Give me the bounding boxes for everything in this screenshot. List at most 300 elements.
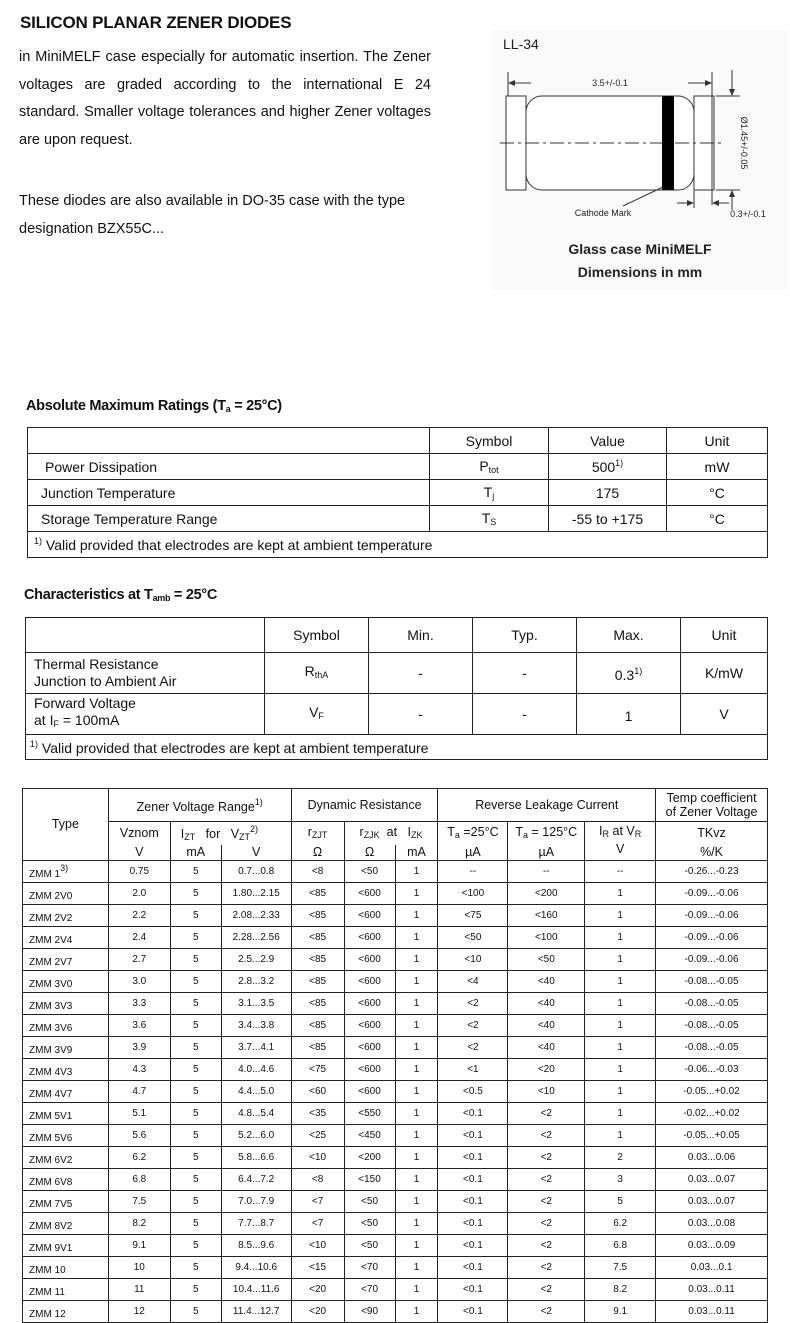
diagram-caption-units: Dimensions in mm <box>577 264 703 280</box>
ir25-cell: <75 <box>438 905 508 927</box>
ir25-cell: <0.1 <box>438 1235 508 1257</box>
table-header-row <box>26 618 768 653</box>
rzjt-cell: <7 <box>291 1213 344 1235</box>
izt-cell: 5 <box>170 993 221 1015</box>
ir125-cell: <2 <box>508 1301 585 1323</box>
max: 0.3$^{1)}$ <box>577 653 681 694</box>
vzt-cell: 1.80...2.15 <box>221 883 291 905</box>
footnote: $^{1)}$ Valid provided that electrodes are kept at ambient temperature <box>26 735 768 760</box>
type-cell: ZMM 3V0 <box>23 971 109 993</box>
table-footnote-row <box>28 532 768 558</box>
vzt-cell: 2.8...3.2 <box>221 971 291 993</box>
type-cell: ZMM 7V5 <box>23 1191 109 1213</box>
table-row <box>23 971 768 993</box>
rzjt-cell: <7 <box>291 1191 344 1213</box>
rzjt-cell: <85 <box>291 949 344 971</box>
table-row <box>23 1235 768 1257</box>
izk-cell: 1 <box>395 971 438 993</box>
vr-cell: 1 <box>585 1059 656 1081</box>
rzjk-cell: <70 <box>344 1279 395 1301</box>
ir25-cell: -- <box>438 861 508 883</box>
rzjk-cell: <90 <box>344 1301 395 1323</box>
ir125-cell: <2 <box>508 1279 585 1301</box>
vr-cell: 1 <box>585 1015 656 1037</box>
izt-cell: 5 <box>170 1015 221 1037</box>
type-cell: ZMM 1$^{3)}$ <box>23 861 109 883</box>
tk-cell: 0.03...0.09 <box>656 1235 768 1257</box>
rzjt-cell: <85 <box>291 993 344 1015</box>
vznom-cell: 5.1 <box>108 1103 170 1125</box>
rzjk-cell: <600 <box>344 1081 395 1103</box>
col-header-rzjt: $r_{ZJT}$ <box>291 822 344 846</box>
izt-cell: 5 <box>170 1037 221 1059</box>
characteristics-table <box>25 617 768 760</box>
ir125-cell: <20 <box>508 1059 585 1081</box>
table-row <box>28 454 768 480</box>
tk-cell: -0.05...+0.05 <box>656 1125 768 1147</box>
rzjt-cell: <10 <box>291 1147 344 1169</box>
table-header-row-2 <box>23 822 768 846</box>
vznom-cell: 2.7 <box>108 949 170 971</box>
table-row <box>23 1015 768 1037</box>
table-row <box>23 1257 768 1279</box>
tk-cell: -0.02...+0.02 <box>656 1103 768 1125</box>
unit-rzjk: Ω <box>344 845 395 861</box>
ir25-cell: <4 <box>438 971 508 993</box>
zener-table-body <box>23 861 768 1323</box>
tk-cell: -0.26...-0.23 <box>656 861 768 883</box>
vr-cell: 1 <box>585 1081 656 1103</box>
izk-cell: 1 <box>395 1279 438 1301</box>
tk-cell: 0.03...0.07 <box>656 1169 768 1191</box>
col-header-dynamic-resistance: Dynamic Resistance <box>291 789 438 822</box>
symbol: $V_F$ <box>265 694 369 735</box>
tk-cell: 0.03...0.07 <box>656 1191 768 1213</box>
ir125-cell: <2 <box>508 1235 585 1257</box>
symbol: $R_{thA}$ <box>265 653 369 694</box>
abs-max-ratings-title: Absolute Maximum Ratings $(T_a = 25^\circ C)$ <box>26 398 282 414</box>
vr-cell: 1 <box>585 905 656 927</box>
ir125-cell: -- <box>508 861 585 883</box>
vr-cell: 1 <box>585 1103 656 1125</box>
rzjt-cell: <15 <box>291 1257 344 1279</box>
vzt-cell: 7.7...8.7 <box>221 1213 291 1235</box>
ir125-cell: <2 <box>508 1147 585 1169</box>
vzt-cell: 0.7...0.8 <box>221 861 291 883</box>
cathode-band <box>662 96 674 190</box>
unit-vznom: V <box>108 845 170 861</box>
ir125-cell: <40 <box>508 1015 585 1037</box>
rzjk-cell: <600 <box>344 883 395 905</box>
type-cell: ZMM 8V2 <box>23 1213 109 1235</box>
characteristics-title: Characteristics at $T_{amb} = 25^\circ C$ <box>24 587 218 603</box>
vznom-cell: 2.0 <box>108 883 170 905</box>
unit: K/mW <box>681 653 768 694</box>
table-row <box>23 1103 768 1125</box>
col-header-type: Type <box>23 789 109 861</box>
ir25-cell: <100 <box>438 883 508 905</box>
vznom-cell: 3.0 <box>108 971 170 993</box>
type-cell: ZMM 10 <box>23 1257 109 1279</box>
izk-cell: 1 <box>395 861 438 883</box>
vznom-cell: 3.6 <box>108 1015 170 1037</box>
type-cell: ZMM 5V1 <box>23 1103 109 1125</box>
izk-cell: 1 <box>395 905 438 927</box>
ir25-cell: <2 <box>438 1015 508 1037</box>
vzt-cell: 3.1...3.5 <box>221 993 291 1015</box>
vr-cell: -- <box>585 861 656 883</box>
tk-cell: 0.03...0.11 <box>656 1301 768 1323</box>
izk-cell: 1 <box>395 993 438 1015</box>
vznom-cell: 11 <box>108 1279 170 1301</box>
type-cell: ZMM 3V3 <box>23 993 109 1015</box>
rzjk-cell: <600 <box>344 993 395 1015</box>
max: 1 <box>577 694 681 735</box>
ir25-cell: <1 <box>438 1059 508 1081</box>
ir25-cell: <0.1 <box>438 1279 508 1301</box>
ir125-cell: <2 <box>508 1191 585 1213</box>
vr-cell: 7.5 <box>585 1257 656 1279</box>
vzt-cell: 10.4...11.6 <box>221 1279 291 1301</box>
ir125-cell: <160 <box>508 905 585 927</box>
ir125-cell: <2 <box>508 1169 585 1191</box>
table-footnote-row <box>26 735 768 760</box>
izt-cell: 5 <box>170 1081 221 1103</box>
izk-cell: 1 <box>395 1059 438 1081</box>
izt-cell: 5 <box>170 1147 221 1169</box>
rzjt-cell: <35 <box>291 1103 344 1125</box>
ir25-cell: <0.1 <box>438 1103 508 1125</box>
type-cell: ZMM 2V2 <box>23 905 109 927</box>
rzjt-cell: <20 <box>291 1279 344 1301</box>
page-title: SILICON PLANAR ZENER DIODES <box>20 13 292 32</box>
rzjk-cell: <150 <box>344 1169 395 1191</box>
rzjt-cell: <85 <box>291 927 344 949</box>
intro-paragraph: in MiniMELF case especially for automatic insertion. The Zener voltages are graded according to the international E 24 standard. Smaller voltage tolerances and higher Zener voltages are upon request. <box>19 49 431 148</box>
col-header-rzjk-at-izk: $r_{ZJK}$ at $I_{ZK}$ <box>344 822 438 846</box>
vznom-cell: 2.4 <box>108 927 170 949</box>
izt-cell: 5 <box>170 1279 221 1301</box>
vr-cell: 6.2 <box>585 1213 656 1235</box>
type-cell: ZMM 9V1 <box>23 1235 109 1257</box>
table-row <box>23 1301 768 1323</box>
vznom-cell: 8.2 <box>108 1213 170 1235</box>
vr-cell: 1 <box>585 883 656 905</box>
symbol: $T_S$ <box>430 506 549 532</box>
ir25-cell: <2 <box>438 993 508 1015</box>
rzjt-cell: <60 <box>291 1081 344 1103</box>
vzt-cell: 5.8...6.6 <box>221 1147 291 1169</box>
izt-cell: 5 <box>170 927 221 949</box>
vznom-cell: 0.75 <box>108 861 170 883</box>
type-cell: ZMM 2V0 <box>23 883 109 905</box>
ir125-cell: <2 <box>508 1257 585 1279</box>
rzjt-cell: <20 <box>291 1301 344 1323</box>
ir25-cell: <0.1 <box>438 1301 508 1323</box>
tk-cell: -0.06...-0.03 <box>656 1059 768 1081</box>
ir25-cell: <0.1 <box>438 1257 508 1279</box>
izk-cell: 1 <box>395 1125 438 1147</box>
vzt-cell: 3.4...3.8 <box>221 1015 291 1037</box>
izk-cell: 1 <box>395 1169 438 1191</box>
tk-cell: -0.09...-0.06 <box>656 883 768 905</box>
unit-ir125: µA <box>508 845 585 861</box>
table-row <box>23 1169 768 1191</box>
izk-cell: 1 <box>395 1191 438 1213</box>
type-cell: ZMM 2V4 <box>23 927 109 949</box>
table-row <box>23 1037 768 1059</box>
unit-vzt: V <box>221 845 291 861</box>
izk-cell: 1 <box>395 1081 438 1103</box>
rzjk-cell: <600 <box>344 927 395 949</box>
tk-cell: 0.03...0.1 <box>656 1257 768 1279</box>
cathode-mark-label: Cathode Mark <box>574 208 632 218</box>
tk-cell: 0.03...0.08 <box>656 1213 768 1235</box>
vzt-cell: 9.4...10.6 <box>221 1257 291 1279</box>
type-cell: ZMM 6V2 <box>23 1147 109 1169</box>
col-header-tkvz: TKvz <box>656 822 768 846</box>
unit-izt: mA <box>170 845 221 861</box>
rzjk-cell: <50 <box>344 1235 395 1257</box>
col-header-ir-at-vr: $I_R$ at $V_R$ V <box>585 822 656 861</box>
izk-cell: 1 <box>395 1147 438 1169</box>
col-header-izt-for-vzt: $I_{ZT}$ for $V_{ZT}^{2)}$ <box>170 822 291 846</box>
type-cell: ZMM 4V7 <box>23 1081 109 1103</box>
tk-cell: 0.03...0.11 <box>656 1279 768 1301</box>
table-row <box>23 949 768 971</box>
value: 175 <box>549 480 667 506</box>
value: 500$^{1)}$ <box>549 454 667 480</box>
ir125-cell: <40 <box>508 993 585 1015</box>
rzjk-cell: <600 <box>344 905 395 927</box>
rzjk-cell: <70 <box>344 1257 395 1279</box>
table-row <box>23 1213 768 1235</box>
vznom-cell: 9.1 <box>108 1235 170 1257</box>
rzjk-cell: <550 <box>344 1103 395 1125</box>
ir25-cell: <0.1 <box>438 1191 508 1213</box>
type-cell: ZMM 5V6 <box>23 1125 109 1147</box>
type-cell: ZMM 6V8 <box>23 1169 109 1191</box>
ir125-cell: <10 <box>508 1081 585 1103</box>
izt-cell: 5 <box>170 905 221 927</box>
vr-cell: 2 <box>585 1147 656 1169</box>
min: - <box>369 653 473 694</box>
ir125-cell: <100 <box>508 927 585 949</box>
ir125-cell: <40 <box>508 1037 585 1059</box>
ir125-cell: <50 <box>508 949 585 971</box>
izk-cell: 1 <box>395 1015 438 1037</box>
ir25-cell: <50 <box>438 927 508 949</box>
ir25-cell: <0.5 <box>438 1081 508 1103</box>
col-header-min: Min. <box>369 618 473 653</box>
diagram-caption-case: Glass case MiniMELF <box>568 241 712 257</box>
tk-cell: -0.08...-0.05 <box>656 971 768 993</box>
table-row <box>23 1059 768 1081</box>
tk-cell: -0.08...-0.05 <box>656 1015 768 1037</box>
table-row <box>23 1279 768 1301</box>
izk-cell: 1 <box>395 949 438 971</box>
tk-cell: -0.09...-0.06 <box>656 905 768 927</box>
min: - <box>369 694 473 735</box>
rzjk-cell: <600 <box>344 1015 395 1037</box>
rzjt-cell: <85 <box>291 1037 344 1059</box>
izk-cell: 1 <box>395 1257 438 1279</box>
vr-cell: 1 <box>585 993 656 1015</box>
rzjk-cell: <600 <box>344 1059 395 1081</box>
ir125-cell: <2 <box>508 1103 585 1125</box>
vr-cell: 1 <box>585 971 656 993</box>
rzjk-cell: <50 <box>344 1213 395 1235</box>
table-row <box>23 927 768 949</box>
rzjt-cell: <8 <box>291 1169 344 1191</box>
vzt-cell: 8.5...9.6 <box>221 1235 291 1257</box>
col-header-vznom: Vznom <box>108 822 170 846</box>
rzjk-cell: <600 <box>344 971 395 993</box>
ir25-cell: <0.1 <box>438 1213 508 1235</box>
cap-dimension-label: 0.3+/-0.1 <box>730 209 766 219</box>
vzt-cell: 2.5...2.9 <box>221 949 291 971</box>
vr-cell: 1 <box>585 1037 656 1059</box>
unit-ir25: µA <box>438 845 508 861</box>
symbol: $T_j$ <box>430 480 549 506</box>
izt-cell: 5 <box>170 971 221 993</box>
type-cell: ZMM 3V9 <box>23 1037 109 1059</box>
type-cell: ZMM 3V6 <box>23 1015 109 1037</box>
vznom-cell: 3.3 <box>108 993 170 1015</box>
param-name: Forward Voltage at $I_F = 100mA$ <box>26 694 265 735</box>
table-row <box>23 1191 768 1213</box>
table-row <box>23 883 768 905</box>
col-header-max: Max. <box>577 618 681 653</box>
ir125-cell: <200 <box>508 883 585 905</box>
vr-cell: 8.2 <box>585 1279 656 1301</box>
rzjt-cell: <85 <box>291 1015 344 1037</box>
col-header-symbol: Symbol <box>430 428 549 454</box>
vznom-cell: 4.7 <box>108 1081 170 1103</box>
vzt-cell: 4.0...4.6 <box>221 1059 291 1081</box>
table-row <box>23 993 768 1015</box>
table-row <box>28 480 768 506</box>
rzjt-cell: <85 <box>291 971 344 993</box>
length-dimension-label: 3.5+/-0.1 <box>592 78 628 88</box>
table-row <box>23 905 768 927</box>
tk-cell: 0.03...0.06 <box>656 1147 768 1169</box>
rzjt-cell: <10 <box>291 1235 344 1257</box>
rzjt-cell: <85 <box>291 905 344 927</box>
vzt-cell: 4.4...5.0 <box>221 1081 291 1103</box>
table-row <box>23 1147 768 1169</box>
rzjt-cell: <85 <box>291 883 344 905</box>
value: -55 to +175 <box>549 506 667 532</box>
vznom-cell: 5.6 <box>108 1125 170 1147</box>
ir25-cell: <10 <box>438 949 508 971</box>
izt-cell: 5 <box>170 949 221 971</box>
typ: - <box>473 694 577 735</box>
unit-tk: %/K <box>656 845 768 861</box>
ir25-cell: <0.1 <box>438 1147 508 1169</box>
diameter-dimension-label: Ø1.45+/-0.05 <box>739 116 749 170</box>
type-cell: ZMM 4V3 <box>23 1059 109 1081</box>
rzjk-cell: <200 <box>344 1147 395 1169</box>
package-name: LL-34 <box>503 36 539 52</box>
vzt-cell: 2.28...2.56 <box>221 927 291 949</box>
col-header-ta25: $T_a =25^\circ C$ <box>438 822 508 846</box>
tk-cell: -0.08...-0.05 <box>656 993 768 1015</box>
param-name: Junction Temperature <box>28 480 430 506</box>
izk-cell: 1 <box>395 1103 438 1125</box>
table-row <box>26 694 768 735</box>
col-header-zener-range: Zener Voltage Range$^{1)}$ <box>108 789 291 822</box>
param-name: Power Dissipation <box>28 454 430 480</box>
tk-cell: -0.08...-0.05 <box>656 1037 768 1059</box>
zener-diode-table <box>22 788 768 1323</box>
izk-cell: 1 <box>395 1037 438 1059</box>
footnote: $^{1)}$ Valid provided that electrodes are kept at ambient temperature <box>28 532 768 558</box>
izt-cell: 5 <box>170 1059 221 1081</box>
unit-izk: mA <box>395 845 438 861</box>
rzjk-cell: <50 <box>344 1191 395 1213</box>
ir125-cell: <2 <box>508 1125 585 1147</box>
izk-cell: 1 <box>395 1213 438 1235</box>
vr-cell: 5 <box>585 1191 656 1213</box>
unit: mW <box>667 454 768 480</box>
col-header-typ: Typ. <box>473 618 577 653</box>
alternate-package-paragraph: These diodes are also available in DO-35 case with the type designation BZX55C... <box>19 193 406 237</box>
table-row <box>23 861 768 883</box>
unit: V <box>681 694 768 735</box>
izt-cell: 5 <box>170 1257 221 1279</box>
izk-cell: 1 <box>395 1235 438 1257</box>
izt-cell: 5 <box>170 1301 221 1323</box>
typ: - <box>473 653 577 694</box>
vznom-cell: 7.5 <box>108 1191 170 1213</box>
izt-cell: 5 <box>170 1103 221 1125</box>
vr-cell: 1 <box>585 927 656 949</box>
ir25-cell: <0.1 <box>438 1169 508 1191</box>
rzjk-cell: <50 <box>344 861 395 883</box>
table-row <box>23 1081 768 1103</box>
vr-cell: 1 <box>585 1125 656 1147</box>
vr-cell: 3 <box>585 1169 656 1191</box>
izt-cell: 5 <box>170 1235 221 1257</box>
vzt-cell: 4.8...5.4 <box>221 1103 291 1125</box>
vznom-cell: 3.9 <box>108 1037 170 1059</box>
unit: °C <box>667 506 768 532</box>
vznom-cell: 12 <box>108 1301 170 1323</box>
vr-cell: 9.1 <box>585 1301 656 1323</box>
izt-cell: 5 <box>170 1169 221 1191</box>
table-header-row-1 <box>23 789 768 822</box>
tk-cell: -0.05...+0.02 <box>656 1081 768 1103</box>
type-cell: ZMM 12 <box>23 1301 109 1323</box>
vznom-cell: 10 <box>108 1257 170 1279</box>
vr-cell: 1 <box>585 949 656 971</box>
type-cell: ZMM 11 <box>23 1279 109 1301</box>
table-row <box>26 653 768 694</box>
ir125-cell: <2 <box>508 1213 585 1235</box>
vznom-cell: 4.3 <box>108 1059 170 1081</box>
abs-max-ratings-table <box>27 427 768 558</box>
rzjt-cell: <75 <box>291 1059 344 1081</box>
izt-cell: 5 <box>170 883 221 905</box>
col-header-unit: Unit <box>667 428 768 454</box>
vznom-cell: 6.8 <box>108 1169 170 1191</box>
tk-cell: -0.09...-0.06 <box>656 927 768 949</box>
table-row <box>23 1125 768 1147</box>
vzt-cell: 7.0...7.9 <box>221 1191 291 1213</box>
unit-rzjt: Ω <box>291 845 344 861</box>
vznom-cell: 2.2 <box>108 905 170 927</box>
